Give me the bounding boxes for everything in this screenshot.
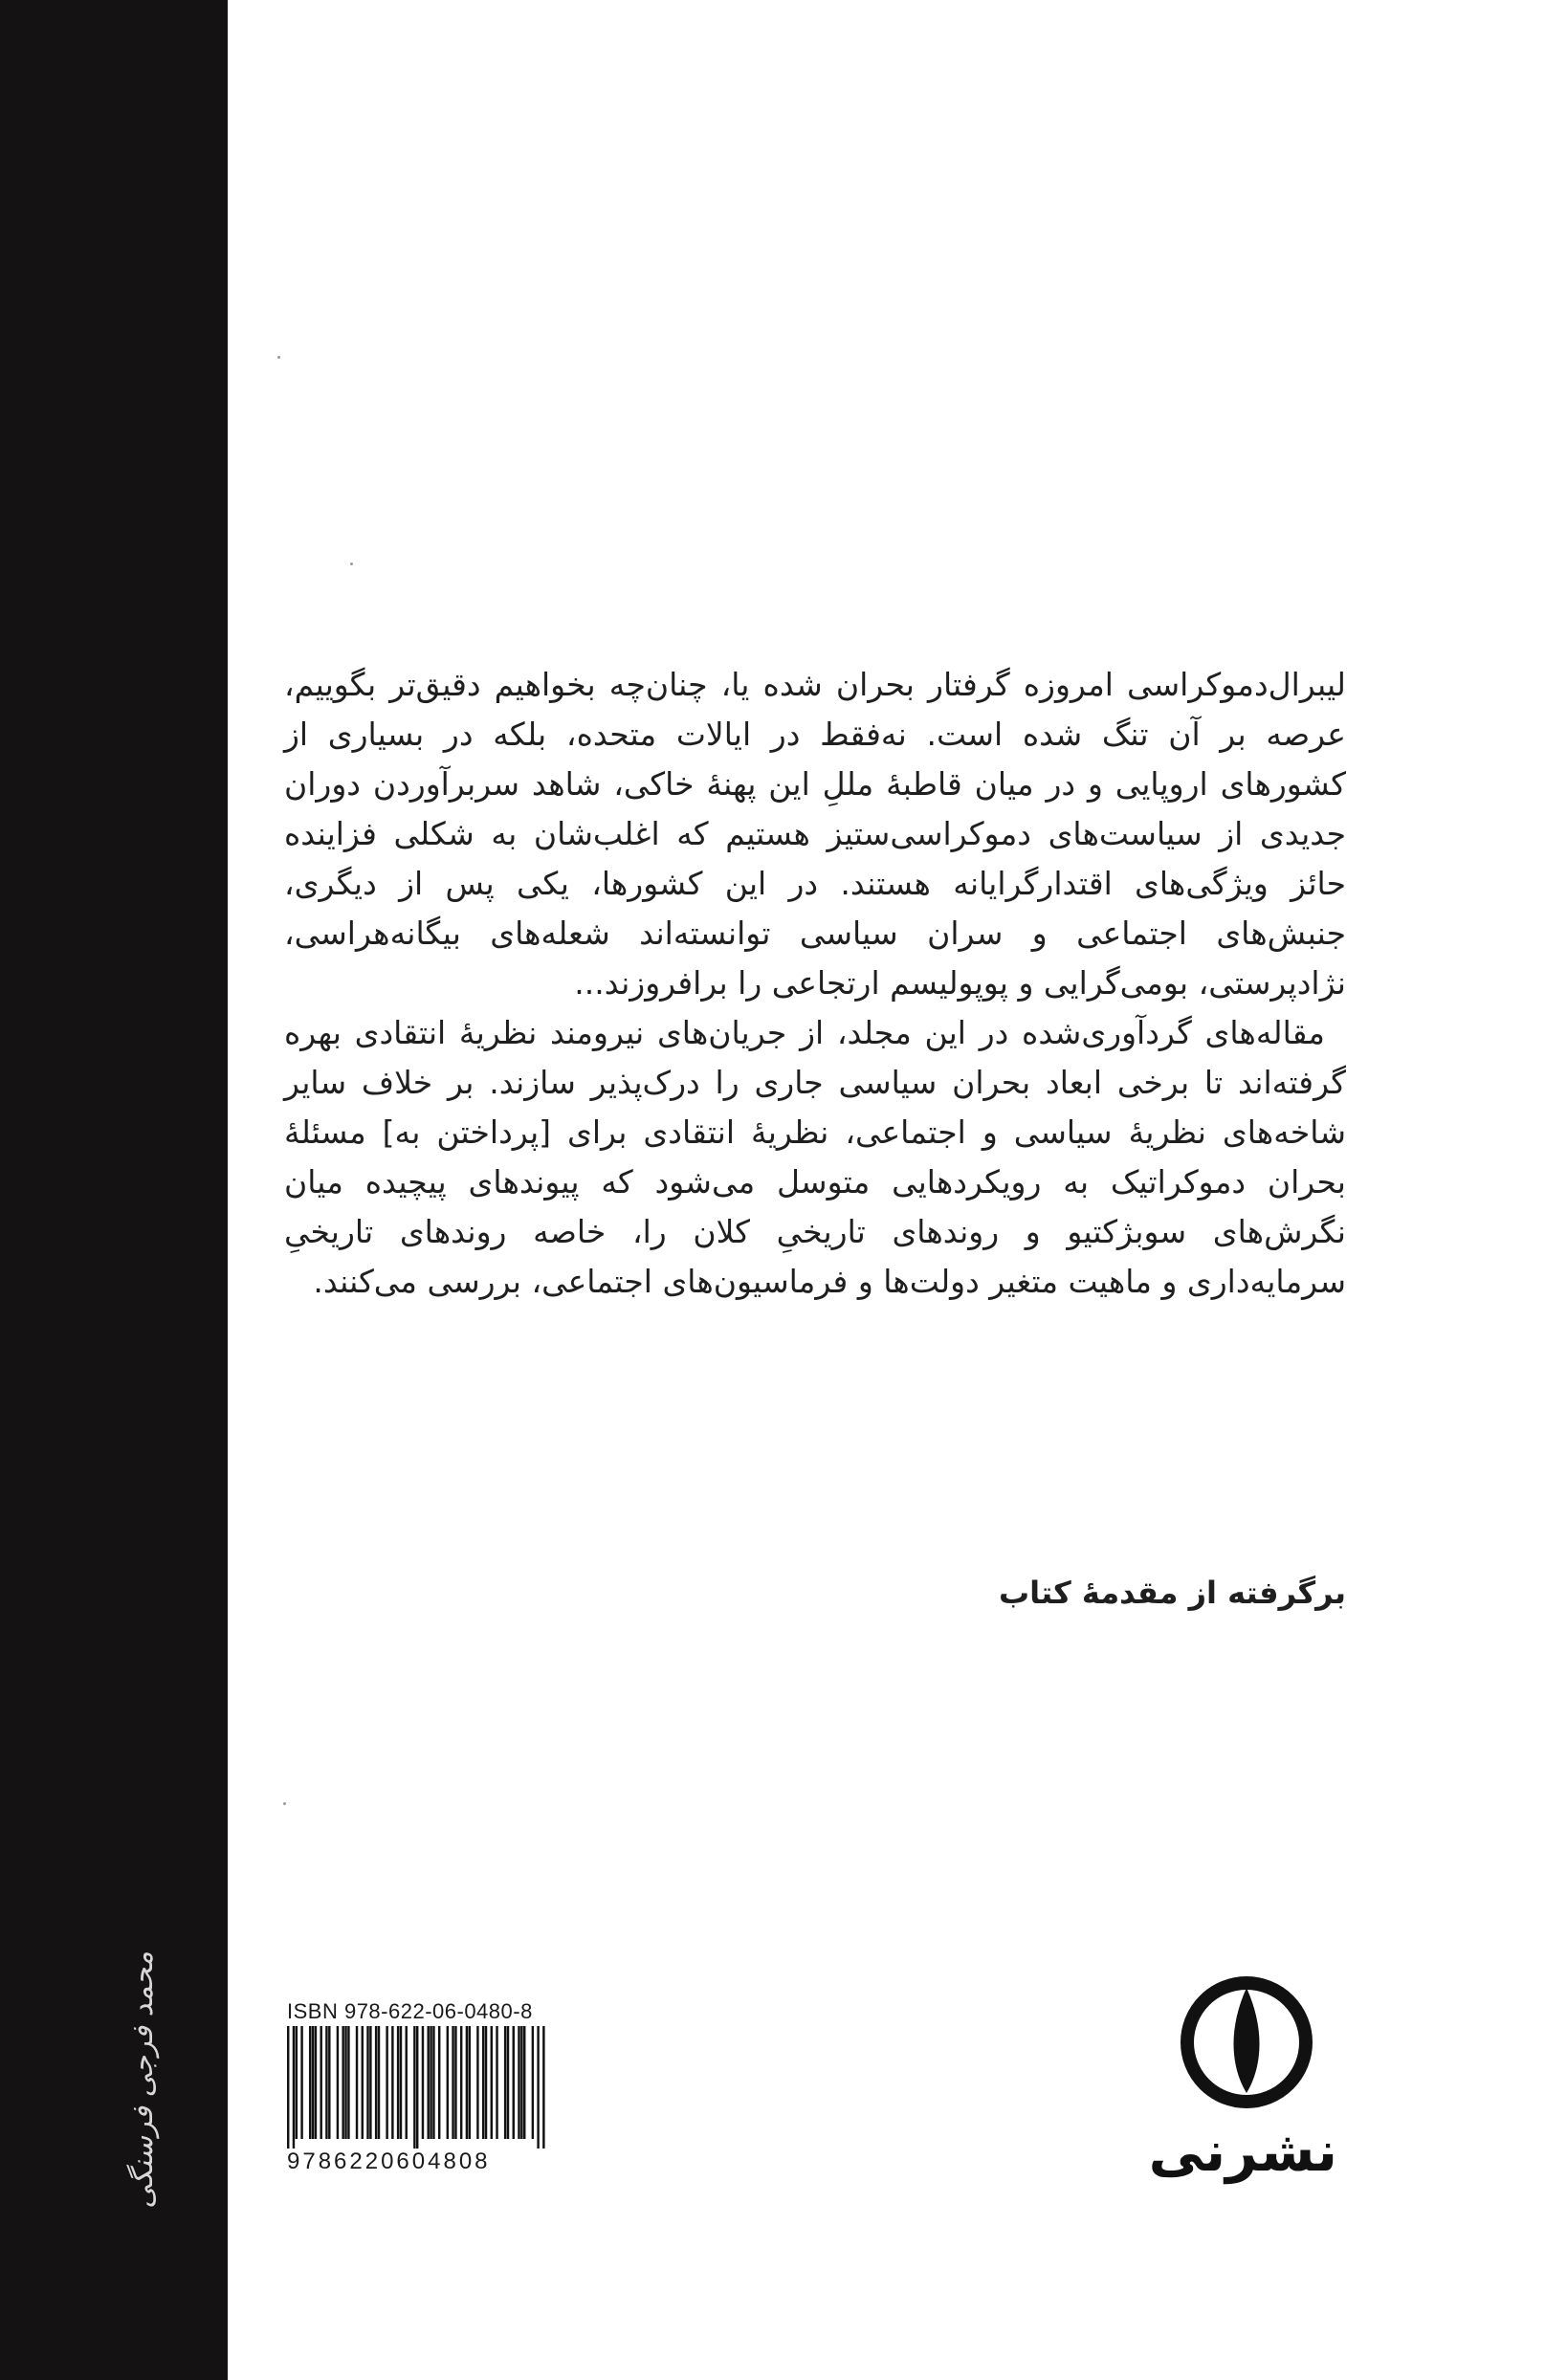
back-cover-blurb <box>284 660 1346 1307</box>
barcode-bar <box>542 2026 544 2149</box>
barcode-bar <box>422 2026 424 2139</box>
isbn-label: ISBN 978-622-06-0480-8 <box>287 1999 533 2023</box>
barcode-icon <box>287 2026 545 2149</box>
isbn-block <box>287 1999 550 2175</box>
barcode-bar <box>485 2026 487 2139</box>
barcode-bar <box>378 2026 380 2139</box>
barcode-bar <box>413 2026 415 2149</box>
barcode-bar <box>342 2026 343 2139</box>
barcode-bar <box>513 2026 515 2139</box>
blurb-source-note: برگرفته از مقدمهٔ کتاب <box>998 1575 1346 1611</box>
barcode-bar <box>375 2026 377 2139</box>
barcode-bar <box>518 2026 519 2139</box>
blurb-paragraph-2: مقاله‌های گردآوری‌شده در این مجلد، از جریان‌های نیرومند نظریهٔ انتقادی بهره گرفته‌اند تا برخی ابعاد بحران سیاسی جاری را درک‌پذیر سازند. بر خلاف سایر شاخه‌های نظریهٔ سیاسی و اجتماعی، نظریهٔ انتقادی برای [پرداختن به] مسئلهٔ بحران دموکراتیک به رویکردهایی متوسل می‌شود که پیوندهای پیچیده میان نگرش‌های سوبژکتیو و روندهای تاریخیِ کلان را، خاصه روندهای تاریخیِ سرمایه‌داری و ماهیت متغیر دولت‌ها و فرماسیون‌های اجتماعی، بررسی می‌کنند. <box>284 1014 1346 1300</box>
barcode-bar <box>427 2026 429 2139</box>
barcode-bar <box>386 2026 387 2139</box>
print-speck <box>277 356 280 359</box>
barcode-bar <box>466 2026 468 2139</box>
publisher-mark <box>1148 1971 1337 2185</box>
publisher-name: نشرنی <box>1148 2119 1337 2184</box>
barcode-bar <box>520 2026 522 2139</box>
barcode-bar <box>432 2026 434 2139</box>
barcode-bar <box>430 2026 431 2139</box>
print-speck <box>350 562 353 565</box>
barcode-digits: 9786220604808 <box>287 2149 491 2174</box>
barcode-bar <box>312 2026 314 2139</box>
book-spine-band <box>0 0 228 2380</box>
barcode-bar <box>347 2026 349 2139</box>
barcode-bar <box>469 2026 471 2139</box>
barcode-bar <box>532 2026 534 2139</box>
barcode-bar <box>362 2026 364 2139</box>
barcode-bar <box>507 2026 509 2139</box>
barcode-bar <box>496 2026 497 2139</box>
barcode-bar <box>447 2026 449 2139</box>
barcode-bar <box>300 2026 302 2139</box>
barcode-bar <box>366 2026 368 2139</box>
barcode-bar <box>344 2026 346 2139</box>
spine-signature: محمد فرجی فرسنگی <box>126 1951 160 2209</box>
barcode-bar <box>315 2026 317 2139</box>
barcode-bar <box>356 2026 358 2139</box>
barcode-bar <box>293 2026 295 2149</box>
barcode-bar <box>309 2026 311 2139</box>
barcode-bar <box>397 2026 399 2139</box>
print-speck <box>283 1802 286 1805</box>
barcode-bar <box>320 2026 321 2139</box>
barcode-bar <box>325 2026 327 2139</box>
reed-leaf-in-circle-icon <box>1175 1971 1318 2114</box>
barcode-bar <box>391 2026 393 2139</box>
barcode-bar <box>296 2026 298 2139</box>
barcode-bar <box>337 2026 339 2139</box>
barcode-bar <box>460 2026 462 2139</box>
barcode-bar <box>476 2026 478 2139</box>
barcode-bar <box>328 2026 330 2139</box>
barcode-bar <box>491 2026 493 2139</box>
barcode-bar <box>369 2026 371 2139</box>
barcode-bar <box>504 2026 506 2139</box>
barcode-bar <box>523 2026 525 2139</box>
barcode-bar <box>482 2026 484 2139</box>
barcode-bar <box>537 2026 539 2149</box>
barcode-bar <box>454 2026 456 2139</box>
barcode-bar <box>452 2026 453 2139</box>
barcode-bar <box>406 2026 408 2139</box>
barcode-bar <box>438 2026 440 2139</box>
blurb-paragraph-1: لیبرال‌دموکراسی امروزه گرفتار بحران شده یا، چنان‌چه بخواهیم دقیق‌تر بگوییم، عرصه بر آن تنگ شده است. نه‌فقط در ایالات متحده، بلکه در بسیاری از کشورهای اروپایی و در میان قاطبهٔ مللِ این پهنهٔ خاکی، شاهد سربرآوردن دوران جدیدی از سیاست‌های دموکراسی‌ستیز هستیم که اغلب‌شان به شکلی فزاینده حائز ویژگی‌های اقتدارگرایانه هستند. در این کشورها، یکی پس از دیگری، جنبش‌های اجتماعی و سران سیاسی توانسته‌اند شعله‌های بیگانه‌هراسی، نژادپرستی، بومی‌گرایی و پوپولیسم ارتجاعی را برافروزند... <box>284 666 1346 1002</box>
barcode-bar <box>416 2026 418 2149</box>
barcode-bar <box>400 2026 402 2139</box>
barcode-bar <box>287 2026 289 2149</box>
